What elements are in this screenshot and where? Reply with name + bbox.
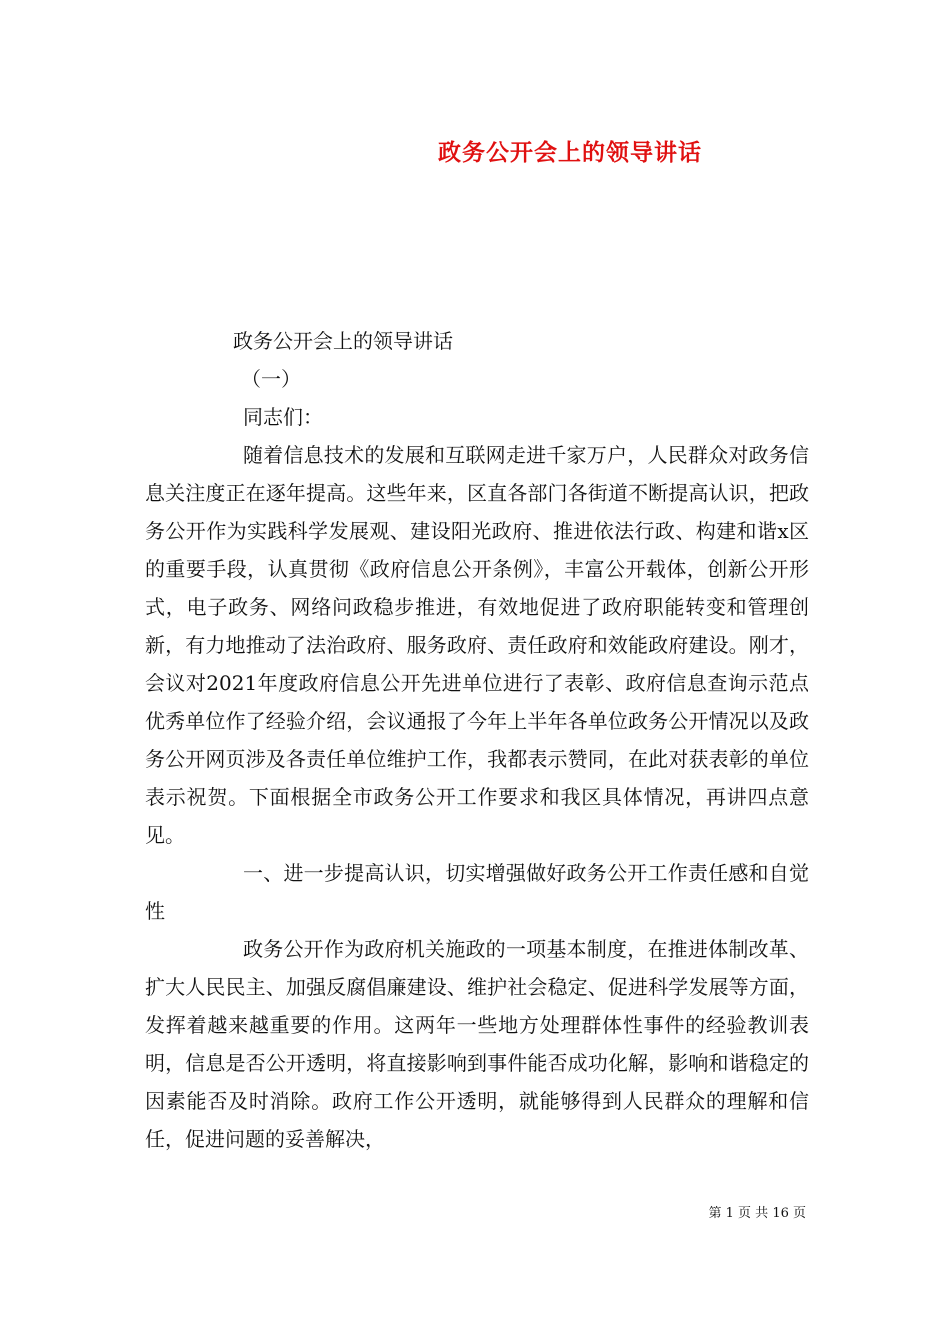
section-number: （一） <box>241 367 301 391</box>
salutation: 同志们： <box>243 405 323 429</box>
page-number-footer: 第 1 页 共 16 页 <box>708 1206 806 1221</box>
document-header-title: 政务公开会上的领导讲话 <box>438 139 702 166</box>
document-subtitle: 政务公开会上的领导讲话 <box>233 329 453 353</box>
section-heading-1: 一、进一步提高认识，切实增强做好政务公开工作责任感和自觉性 <box>145 861 809 923</box>
document-body <box>145 322 809 1158</box>
paragraph-section-1: 政务公开作为政府机关施政的一项基本制度，在推进体制改革、扩大人民民主、加强反腐倡廉建设、维护社会稳定、促进科学发展等方面，发挥着越来越重要的作用。这两年一些地方处理群体性事件的经验教训表明，信息是否公开透明，将直接影响到事件能否成功化解，影响和谐稳定的因素能否及时消除。政府工作公开透明，就能够得到人民群众的理解和信任，促进问题的妥善解决， <box>145 937 809 1151</box>
paragraph-intro: 随着信息技术的发展和互联网走进千家万户，人民群众对政务信息关注度正在逐年提高。这些年来，区直各部门各街道不断提高认识，把政务公开作为实践科学发展观、建设阳光政府、推进依法行政、构建和谐x区的重要手段，认真贯彻《政府信息公开条例》，丰富公开载体，创新公开形式，电子政务、网络问政稳步推进，有效地促进了政府职能转变和管理创新，有力地推动了法治政府、服务政府、责任政府和效能政府建设。刚才，会议对2021年度政府信息公开先进单位进行了表彰、政府信息查询示范点优秀单位作了经验介绍，会议通报了今年上半年各单位政务公开情况以及政务公开网页涉及各责任单位维护工作，我都表示赞同，在此对获表彰的单位表示祝贺。下面根据全市政务公开工作要求和我区具体情况，再讲四点意见。 <box>145 443 809 847</box>
